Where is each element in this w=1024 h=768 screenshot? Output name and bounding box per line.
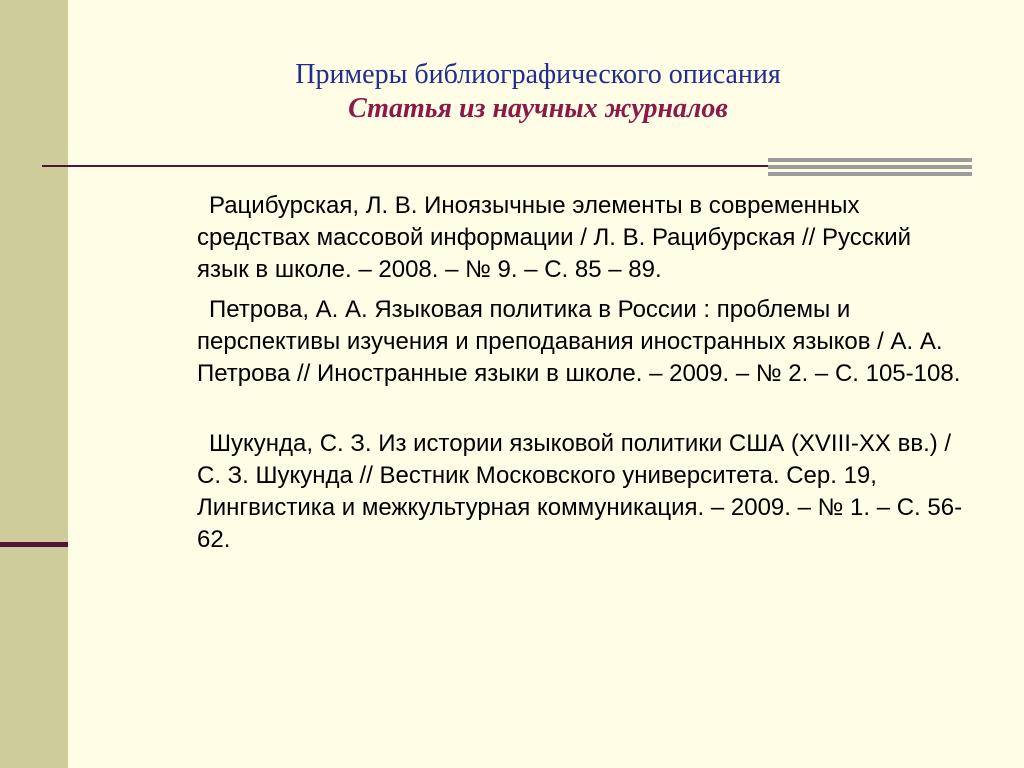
reference-item: Петрова, А. А. Языковая политика в России : проблемы и перспективы изучения и преподавания иностранных языков / А. А. Петрова // Иностранные языки в школе. – 2009. – № 2. – С. 105-108. — [197, 296, 961, 387]
slide-title — [68, 58, 1008, 126]
title-divider-line — [42, 165, 770, 167]
divider-bar — [768, 172, 972, 176]
reference-list — [197, 190, 967, 556]
side-decoration-bar — [0, 0, 68, 768]
slide-title-subtitle: Статья из научных журналов — [348, 93, 728, 124]
title-divider-bars — [768, 158, 972, 179]
side-decoration-rule — [0, 542, 68, 547]
reference-item: Шукунда, С. З. Из истории языковой политики США (XVIII-XX вв.) / С. З. Шукунда // Вестник Московского университета. Сер. 19, Лингвистика и межкультурная коммуникация. – 2009. – № 1. – С. 56-62. — [197, 430, 963, 553]
slide-title-main: Примеры библиографического описания — [295, 59, 781, 90]
divider-bar — [768, 158, 972, 162]
reference-item: Рацибурская, Л. В. Иноязычные элементы в современных средствах массовой информации / Л. В. Рацибурская // Русский язык в школе. – 2008. – № 9. – С. 85 – 89. — [197, 192, 912, 283]
divider-bar — [768, 165, 972, 169]
